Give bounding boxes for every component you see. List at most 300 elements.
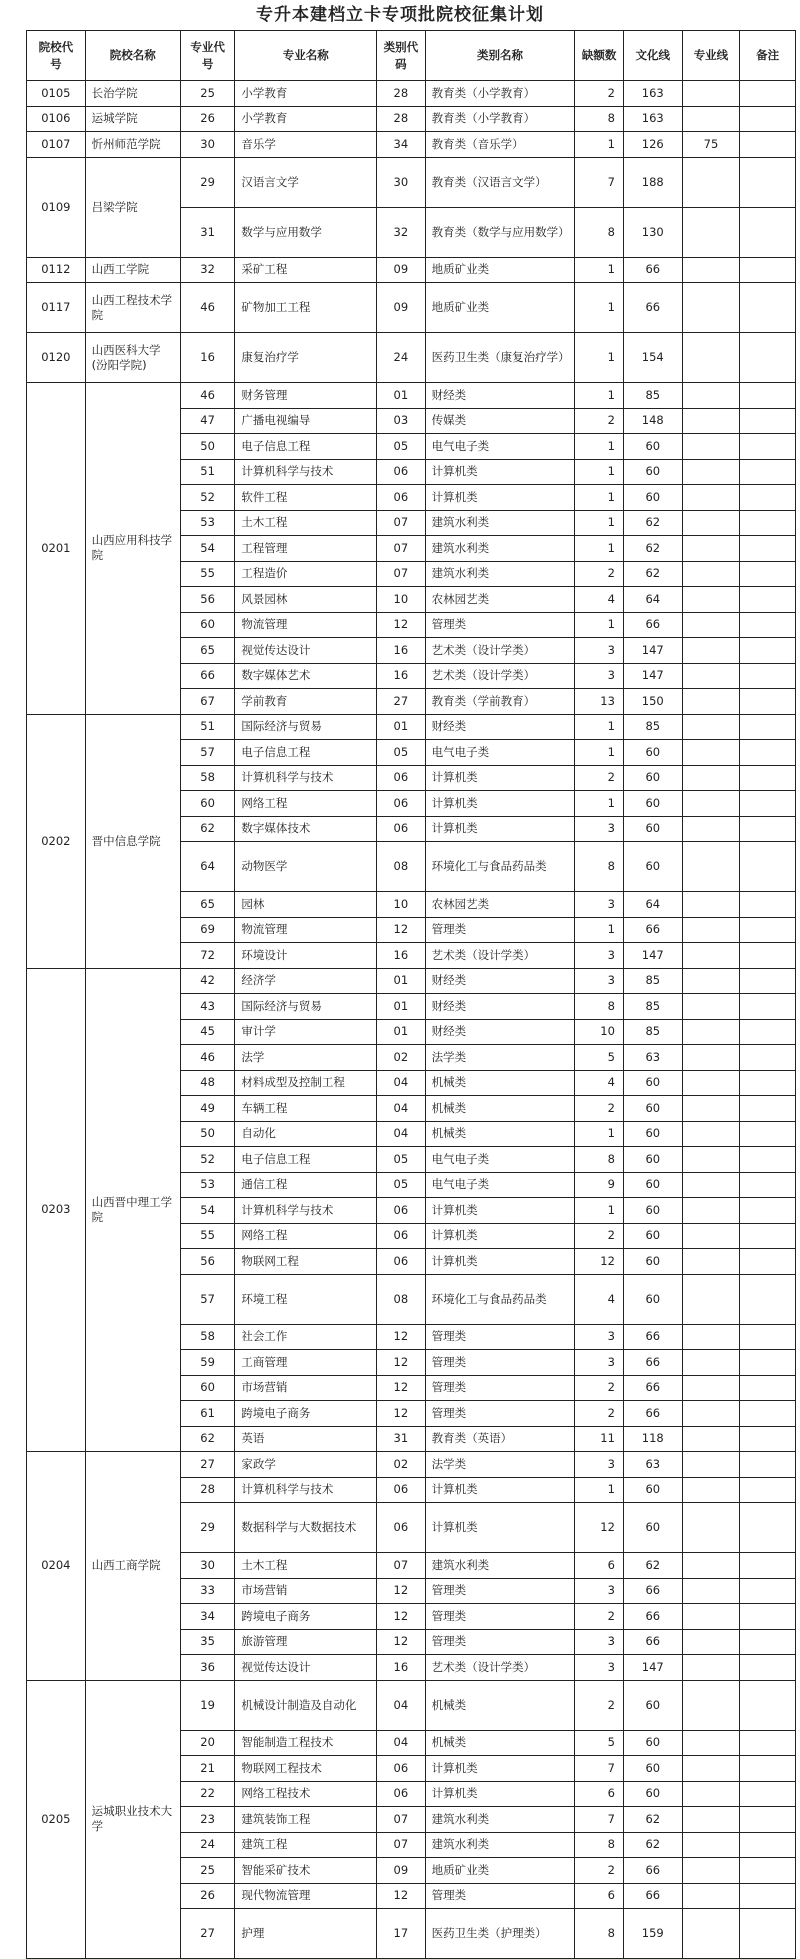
remark — [740, 257, 796, 283]
vacancy: 8 — [575, 994, 624, 1020]
culture-line: 188 — [623, 157, 682, 207]
header-school-name: 院校名称 — [85, 31, 180, 81]
remark — [740, 1045, 796, 1071]
major-name: 网络工程技术 — [235, 1781, 377, 1807]
category-name: 法学类 — [425, 1045, 575, 1071]
major-code: 22 — [180, 1781, 235, 1807]
major-line — [682, 1553, 740, 1579]
category-code: 06 — [377, 765, 426, 791]
culture-line: 60 — [623, 1172, 682, 1198]
culture-line: 60 — [623, 791, 682, 817]
school-code: 0202 — [27, 714, 86, 968]
culture-line: 60 — [623, 434, 682, 460]
school-name: 山西工商学院 — [85, 1452, 180, 1681]
school-code: 0203 — [27, 968, 86, 1452]
category-name: 艺术类（设计学类） — [425, 663, 575, 689]
category-code: 12 — [377, 1350, 426, 1376]
remark — [740, 638, 796, 664]
major-code: 48 — [180, 1070, 235, 1096]
category-name: 财经类 — [425, 1019, 575, 1045]
vacancy: 2 — [575, 1375, 624, 1401]
remark — [740, 612, 796, 638]
major-name: 广播电视编导 — [235, 408, 377, 434]
category-code: 09 — [377, 1858, 426, 1884]
major-name: 英语 — [235, 1426, 377, 1452]
culture-line: 60 — [623, 1096, 682, 1122]
major-name: 视觉传达设计 — [235, 1655, 377, 1681]
major-code: 64 — [180, 842, 235, 892]
major-name: 电子信息工程 — [235, 1147, 377, 1173]
category-code: 06 — [377, 1781, 426, 1807]
culture-line: 147 — [623, 638, 682, 664]
remark — [740, 1121, 796, 1147]
header-major-line: 专业线 — [682, 31, 740, 81]
vacancy: 1 — [575, 1121, 624, 1147]
major-code: 57 — [180, 740, 235, 766]
category-name: 电气电子类 — [425, 434, 575, 460]
category-name: 管理类 — [425, 1883, 575, 1909]
major-line — [682, 714, 740, 740]
vacancy: 3 — [575, 1629, 624, 1655]
remark — [740, 157, 796, 207]
category-code: 06 — [377, 459, 426, 485]
vacancy: 1 — [575, 510, 624, 536]
remark — [740, 1756, 796, 1782]
category-code: 01 — [377, 714, 426, 740]
remark — [740, 1730, 796, 1756]
header-category-name: 类别名称 — [425, 31, 575, 81]
major-code: 16 — [180, 333, 235, 383]
remark — [740, 485, 796, 511]
major-code: 29 — [180, 1503, 235, 1553]
major-code: 65 — [180, 638, 235, 664]
major-line — [682, 383, 740, 409]
culture-line: 62 — [623, 1807, 682, 1833]
major-code: 60 — [180, 1375, 235, 1401]
major-name: 计算机科学与技术 — [235, 1477, 377, 1503]
category-name: 计算机类 — [425, 1249, 575, 1275]
category-name: 建筑水利类 — [425, 1553, 575, 1579]
school-name: 忻州师范学院 — [85, 132, 180, 158]
culture-line: 60 — [623, 1274, 682, 1324]
vacancy: 12 — [575, 1249, 624, 1275]
major-name: 计算机科学与技术 — [235, 765, 377, 791]
remark — [740, 434, 796, 460]
major-code: 42 — [180, 968, 235, 994]
major-code: 31 — [180, 207, 235, 257]
vacancy: 2 — [575, 561, 624, 587]
remark — [740, 587, 796, 613]
category-code: 01 — [377, 994, 426, 1020]
vacancy: 8 — [575, 1832, 624, 1858]
plan-table — [26, 30, 796, 1959]
major-line — [682, 1503, 740, 1553]
major-line — [682, 816, 740, 842]
major-code: 21 — [180, 1756, 235, 1782]
category-name: 计算机类 — [425, 1198, 575, 1224]
major-name: 风景园林 — [235, 587, 377, 613]
culture-line: 163 — [623, 106, 682, 132]
vacancy: 6 — [575, 1883, 624, 1909]
school-code: 0204 — [27, 1452, 86, 1681]
major-name: 音乐学 — [235, 132, 377, 158]
school-code: 0106 — [27, 106, 86, 132]
major-line — [682, 638, 740, 664]
category-code: 12 — [377, 1883, 426, 1909]
major-line — [682, 1730, 740, 1756]
vacancy: 10 — [575, 1019, 624, 1045]
major-code: 54 — [180, 536, 235, 562]
school-name: 山西晋中理工学院 — [85, 968, 180, 1452]
category-code: 05 — [377, 740, 426, 766]
vacancy: 2 — [575, 1401, 624, 1427]
category-name: 艺术类（设计学类） — [425, 1655, 575, 1681]
major-code: 23 — [180, 1807, 235, 1833]
major-name: 网络工程 — [235, 791, 377, 817]
category-name: 艺术类（设计学类） — [425, 638, 575, 664]
remark — [740, 1350, 796, 1376]
culture-line: 60 — [623, 1730, 682, 1756]
category-code: 16 — [377, 1655, 426, 1681]
major-name: 机械设计制造及自动化 — [235, 1680, 377, 1730]
remark — [740, 842, 796, 892]
category-name: 财经类 — [425, 383, 575, 409]
remark — [740, 1807, 796, 1833]
major-line — [682, 689, 740, 715]
remark — [740, 1553, 796, 1579]
major-line — [682, 791, 740, 817]
category-name: 医药卫生类（康复治疗学） — [425, 333, 575, 383]
vacancy: 3 — [575, 1452, 624, 1478]
major-name: 社会工作 — [235, 1324, 377, 1350]
culture-line: 66 — [623, 1883, 682, 1909]
category-code: 06 — [377, 816, 426, 842]
remark — [740, 333, 796, 383]
vacancy: 3 — [575, 892, 624, 918]
major-line — [682, 740, 740, 766]
category-name: 管理类 — [425, 1401, 575, 1427]
vacancy: 4 — [575, 1070, 624, 1096]
category-name: 计算机类 — [425, 1781, 575, 1807]
major-line — [682, 943, 740, 969]
table-row — [27, 383, 796, 409]
remark — [740, 917, 796, 943]
vacancy: 4 — [575, 587, 624, 613]
category-name: 地质矿业类 — [425, 283, 575, 333]
category-code: 02 — [377, 1045, 426, 1071]
major-code: 30 — [180, 132, 235, 158]
category-name: 农林园艺类 — [425, 587, 575, 613]
major-name: 计算机科学与技术 — [235, 459, 377, 485]
remark — [740, 1172, 796, 1198]
culture-line: 148 — [623, 408, 682, 434]
major-code: 35 — [180, 1629, 235, 1655]
major-code: 34 — [180, 1604, 235, 1630]
major-line — [682, 1274, 740, 1324]
major-name: 法学 — [235, 1045, 377, 1071]
culture-line: 66 — [623, 1604, 682, 1630]
major-code: 45 — [180, 1019, 235, 1045]
major-code: 53 — [180, 1172, 235, 1198]
vacancy: 2 — [575, 765, 624, 791]
category-name: 教育类（小学教育） — [425, 106, 575, 132]
major-line — [682, 1807, 740, 1833]
category-code: 28 — [377, 81, 426, 107]
vacancy: 1 — [575, 333, 624, 383]
major-name: 国际经济与贸易 — [235, 994, 377, 1020]
major-line — [682, 408, 740, 434]
major-name: 经济学 — [235, 968, 377, 994]
category-name: 计算机类 — [425, 459, 575, 485]
major-name: 视觉传达设计 — [235, 638, 377, 664]
category-code: 06 — [377, 791, 426, 817]
category-name: 教育类（小学教育） — [425, 81, 575, 107]
major-code: 62 — [180, 1426, 235, 1452]
remark — [740, 1274, 796, 1324]
category-code: 12 — [377, 1401, 426, 1427]
culture-line: 66 — [623, 1375, 682, 1401]
remark — [740, 1198, 796, 1224]
vacancy: 8 — [575, 1147, 624, 1173]
major-name: 通信工程 — [235, 1172, 377, 1198]
major-line — [682, 1858, 740, 1884]
table-row — [27, 257, 796, 283]
category-code: 09 — [377, 283, 426, 333]
school-name: 山西工学院 — [85, 257, 180, 283]
remark — [740, 1781, 796, 1807]
major-code: 53 — [180, 510, 235, 536]
remark — [740, 994, 796, 1020]
culture-line: 62 — [623, 1553, 682, 1579]
major-name: 数字媒体技术 — [235, 816, 377, 842]
school-name: 长治学院 — [85, 81, 180, 107]
major-name: 物流管理 — [235, 612, 377, 638]
category-code: 04 — [377, 1121, 426, 1147]
major-code: 58 — [180, 1324, 235, 1350]
vacancy: 8 — [575, 106, 624, 132]
category-code: 27 — [377, 689, 426, 715]
major-code: 59 — [180, 1350, 235, 1376]
vacancy: 2 — [575, 1680, 624, 1730]
category-name: 管理类 — [425, 917, 575, 943]
major-line — [682, 917, 740, 943]
culture-line: 60 — [623, 485, 682, 511]
vacancy: 1 — [575, 791, 624, 817]
culture-line: 159 — [623, 1909, 682, 1959]
culture-line: 85 — [623, 968, 682, 994]
header-major-code: 专业代号 — [180, 31, 235, 81]
culture-line: 147 — [623, 663, 682, 689]
vacancy: 12 — [575, 1503, 624, 1553]
major-line — [682, 1375, 740, 1401]
remark — [740, 536, 796, 562]
remark — [740, 1223, 796, 1249]
major-line — [682, 434, 740, 460]
category-name: 电气电子类 — [425, 1147, 575, 1173]
category-name: 建筑水利类 — [425, 510, 575, 536]
category-code: 07 — [377, 1807, 426, 1833]
major-name: 康复治疗学 — [235, 333, 377, 383]
major-code: 56 — [180, 587, 235, 613]
school-code: 0109 — [27, 157, 86, 257]
major-name: 数字媒体艺术 — [235, 663, 377, 689]
major-line — [682, 1452, 740, 1478]
culture-line: 126 — [623, 132, 682, 158]
vacancy: 1 — [575, 459, 624, 485]
major-name: 现代物流管理 — [235, 1883, 377, 1909]
category-name: 计算机类 — [425, 1223, 575, 1249]
major-line — [682, 1350, 740, 1376]
remark — [740, 1324, 796, 1350]
remark — [740, 1477, 796, 1503]
major-name: 小学教育 — [235, 106, 377, 132]
remark — [740, 1909, 796, 1959]
major-name: 工程造价 — [235, 561, 377, 587]
major-line — [682, 612, 740, 638]
culture-line: 60 — [623, 1756, 682, 1782]
major-code: 60 — [180, 791, 235, 817]
remark — [740, 561, 796, 587]
culture-line: 63 — [623, 1045, 682, 1071]
remark — [740, 510, 796, 536]
major-code: 36 — [180, 1655, 235, 1681]
remark — [740, 765, 796, 791]
category-code: 12 — [377, 917, 426, 943]
vacancy: 2 — [575, 1096, 624, 1122]
culture-line: 66 — [623, 1629, 682, 1655]
category-code: 09 — [377, 257, 426, 283]
category-name: 建筑水利类 — [425, 536, 575, 562]
vacancy: 13 — [575, 689, 624, 715]
category-name: 环境化工与食品药品类 — [425, 842, 575, 892]
vacancy: 1 — [575, 485, 624, 511]
major-line — [682, 1477, 740, 1503]
category-code: 32 — [377, 207, 426, 257]
category-code: 16 — [377, 943, 426, 969]
major-code: 57 — [180, 1274, 235, 1324]
culture-line: 150 — [623, 689, 682, 715]
vacancy: 1 — [575, 257, 624, 283]
category-code: 24 — [377, 333, 426, 383]
table-row — [27, 333, 796, 383]
category-name: 计算机类 — [425, 816, 575, 842]
category-name: 财经类 — [425, 714, 575, 740]
culture-line: 60 — [623, 842, 682, 892]
major-line — [682, 892, 740, 918]
category-code: 06 — [377, 1756, 426, 1782]
category-code: 04 — [377, 1070, 426, 1096]
remark — [740, 1578, 796, 1604]
major-name: 工程管理 — [235, 536, 377, 562]
header-category-code: 类别代码 — [377, 31, 426, 81]
culture-line: 66 — [623, 1324, 682, 1350]
category-name: 教育类（学前教育） — [425, 689, 575, 715]
category-name: 机械类 — [425, 1680, 575, 1730]
category-name: 地质矿业类 — [425, 1858, 575, 1884]
category-name: 机械类 — [425, 1730, 575, 1756]
category-name: 医药卫生类（护理类） — [425, 1909, 575, 1959]
culture-line: 66 — [623, 1578, 682, 1604]
vacancy: 1 — [575, 283, 624, 333]
major-line — [682, 1198, 740, 1224]
category-code: 07 — [377, 536, 426, 562]
major-code: 20 — [180, 1730, 235, 1756]
category-name: 管理类 — [425, 1604, 575, 1630]
vacancy: 3 — [575, 1655, 624, 1681]
major-name: 矿物加工工程 — [235, 283, 377, 333]
major-code: 65 — [180, 892, 235, 918]
major-code: 24 — [180, 1832, 235, 1858]
remark — [740, 892, 796, 918]
category-name: 管理类 — [425, 612, 575, 638]
table-row — [27, 1452, 796, 1478]
major-code: 67 — [180, 689, 235, 715]
category-code: 05 — [377, 434, 426, 460]
remark — [740, 943, 796, 969]
major-name: 园林 — [235, 892, 377, 918]
category-name: 电气电子类 — [425, 740, 575, 766]
category-code: 04 — [377, 1730, 426, 1756]
major-line — [682, 81, 740, 107]
major-line — [682, 333, 740, 383]
table-row — [27, 132, 796, 158]
category-name: 机械类 — [425, 1096, 575, 1122]
major-code: 72 — [180, 943, 235, 969]
major-code: 26 — [180, 1883, 235, 1909]
category-code: 16 — [377, 638, 426, 664]
category-name: 教育类（数学与应用数学） — [425, 207, 575, 257]
category-code: 07 — [377, 561, 426, 587]
major-code: 27 — [180, 1452, 235, 1478]
remark — [740, 1655, 796, 1681]
major-line — [682, 157, 740, 207]
major-line — [682, 968, 740, 994]
vacancy: 1 — [575, 612, 624, 638]
remark — [740, 207, 796, 257]
vacancy: 3 — [575, 638, 624, 664]
remark — [740, 459, 796, 485]
major-name: 跨境电子商务 — [235, 1604, 377, 1630]
remark — [740, 1680, 796, 1730]
school-code: 0105 — [27, 81, 86, 107]
culture-line: 154 — [623, 333, 682, 383]
culture-line: 62 — [623, 561, 682, 587]
major-code: 49 — [180, 1096, 235, 1122]
vacancy: 2 — [575, 1604, 624, 1630]
category-code: 06 — [377, 1477, 426, 1503]
category-name: 地质矿业类 — [425, 257, 575, 283]
major-code: 55 — [180, 1223, 235, 1249]
culture-line: 66 — [623, 257, 682, 283]
vacancy: 4 — [575, 1274, 624, 1324]
major-code: 52 — [180, 485, 235, 511]
remark — [740, 1858, 796, 1884]
culture-line: 64 — [623, 587, 682, 613]
remark — [740, 1019, 796, 1045]
culture-line: 163 — [623, 81, 682, 107]
major-name: 旅游管理 — [235, 1629, 377, 1655]
major-line — [682, 765, 740, 791]
category-name: 建筑水利类 — [425, 1832, 575, 1858]
category-name: 计算机类 — [425, 485, 575, 511]
culture-line: 66 — [623, 1350, 682, 1376]
category-name: 管理类 — [425, 1350, 575, 1376]
category-code: 06 — [377, 1198, 426, 1224]
table-row — [27, 81, 796, 107]
culture-line: 64 — [623, 892, 682, 918]
category-name: 机械类 — [425, 1121, 575, 1147]
major-code: 50 — [180, 434, 235, 460]
